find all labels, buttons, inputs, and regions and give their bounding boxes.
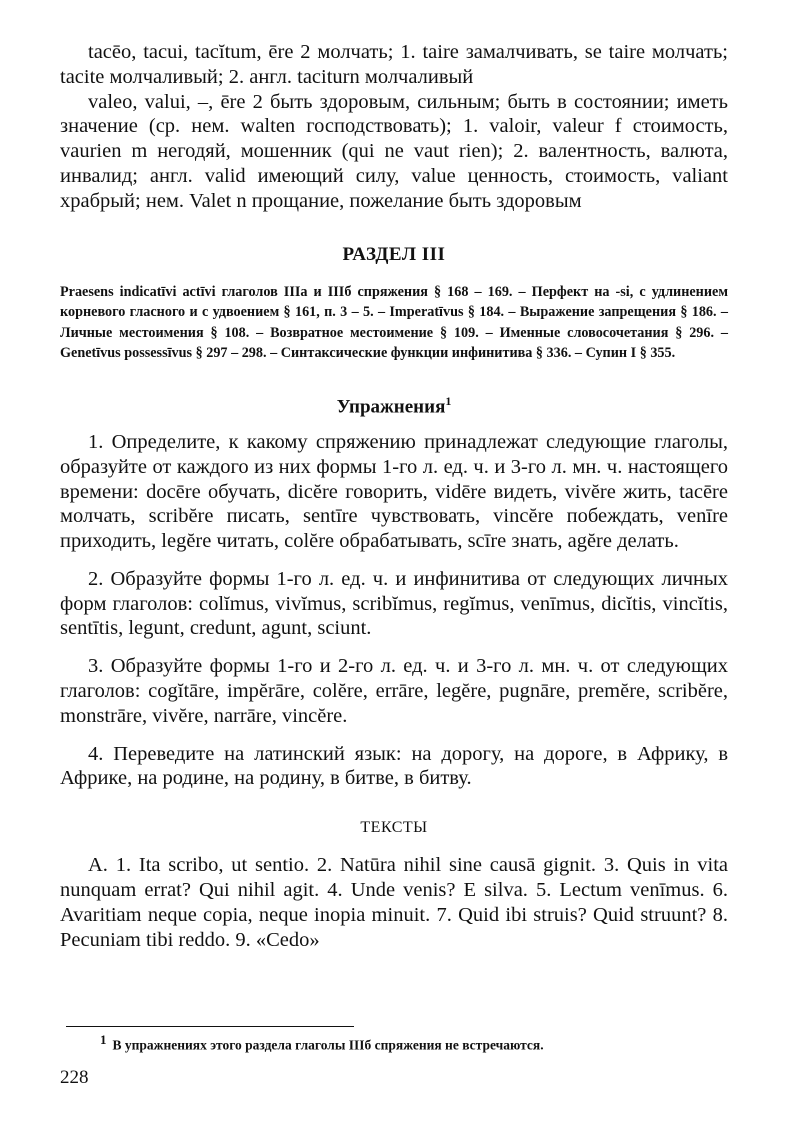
footnote-reference: 1 bbox=[445, 393, 452, 408]
dictionary-entry-valeo: valeo, valui, –, ēre 2 быть здоровым, сильным; быть в состоянии; иметь значение (ср. нем. walten господствовать); 1. valoir, valeur f стоимость, vaurien m негодяй, мошенник (qui ne vaut rien); 2. валентность, валюта, инвалид; англ. valid имеющий силу, value ценность, стоимость, valiant храбрый; нем. Valet n прощание, пожелание быть здоровым bbox=[60, 90, 728, 212]
footnote-divider bbox=[66, 1026, 354, 1027]
exercises-title-text: Упражнения bbox=[336, 395, 446, 417]
exercise-3: 3. Образуйте формы 1-го и 2-го л. ед. ч. и 3-го л. мн. ч. от следующих глаголов: cogĭtāre, impĕrāre, colĕre, errāre, legĕre, pugnāre, premĕre, scribĕre, monstrāre, vivĕre, narrāre, vincĕre. bbox=[60, 655, 728, 727]
texts-title: ТЕКСТЫ bbox=[360, 819, 428, 837]
dictionary-entry-taceo: tacēo, tacui, tacĭtum, ēre 2 молчать; 1. taire замалчивать, se taire молчать; tacite молчаливый; 2. англ. taciturn молчаливый bbox=[60, 41, 728, 88]
section-title: РАЗДЕЛ III bbox=[342, 243, 446, 265]
page-content bbox=[60, 40, 728, 952]
footnote-mark: 1 bbox=[100, 1032, 107, 1047]
exercise-4: 4. Переведите на латинский язык: на дорогу, на дороге, в Африку, в Африке, на родине, на родину, в битве, в битву. bbox=[60, 742, 728, 790]
footnote-text: В упражнениях этого раздела глаголы IIIб спряжения не встречаются. bbox=[112, 1037, 544, 1053]
exercises-title bbox=[60, 394, 728, 418]
page-number: 228 bbox=[60, 1067, 89, 1088]
section-summary: Praesens indicatīvi actīvi глаголов IIIa и IIIб спряжения § 168 – 169. – Перфект на -si, с удлинением корневого гласного и с удвоением § 161, п. 3 – 5. – Imperatīvus § 184. – Выражение запрещения § 186. – Личные местоимения § 108. – Возвратное местоимение § 109. – Именные словосочетания § 296. – Genetīvus possessīvus § 297 – 298. – Синтаксические функции инфинитива § 336. – Супин I § 355. bbox=[60, 283, 728, 362]
exercise-1: 1. Определите, к какому спряжению принадлежат следующие глаголы, образуйте от каждого из них формы 1-го л. ед. ч. и 3-го л. мн. ч. настоящего времени: docēre обучать, dicĕre говорить, vidēre видеть, vivĕre жить, tacēre молчать, scribĕre писать, sentīre чувствовать, vincĕre побеждать, venīre приходить, legĕre читать, colĕre обрабатывать, scīre знать, agĕre делать. bbox=[60, 430, 728, 553]
exercise-2: 2. Образуйте формы 1-го л. ед. ч. и инфинитива от следующих личных форм глаголов: colĭmus, vivĭmus, scribĭmus, regĭmus, venīmus, dicĭtis, vincĭtis, sentītis, legunt, credunt, agunt, sciunt. bbox=[60, 567, 728, 640]
texts-paragraph-a: A. 1. Ita scribo, ut sentio. 2. Natūra nihil sine causā gignit. 3. Quis in vita nunquam errat? Qui nihil agit. 4. Unde venis? E silva. 5. Lectum venīmus. 6. Avaritiam neque copia, neque inopia minuit. 7. Quid ibi struis? Quid struunt? 8. Pecuniam tibi reddo. 9. «Cedo» bbox=[60, 854, 728, 951]
footnote bbox=[100, 1032, 740, 1054]
